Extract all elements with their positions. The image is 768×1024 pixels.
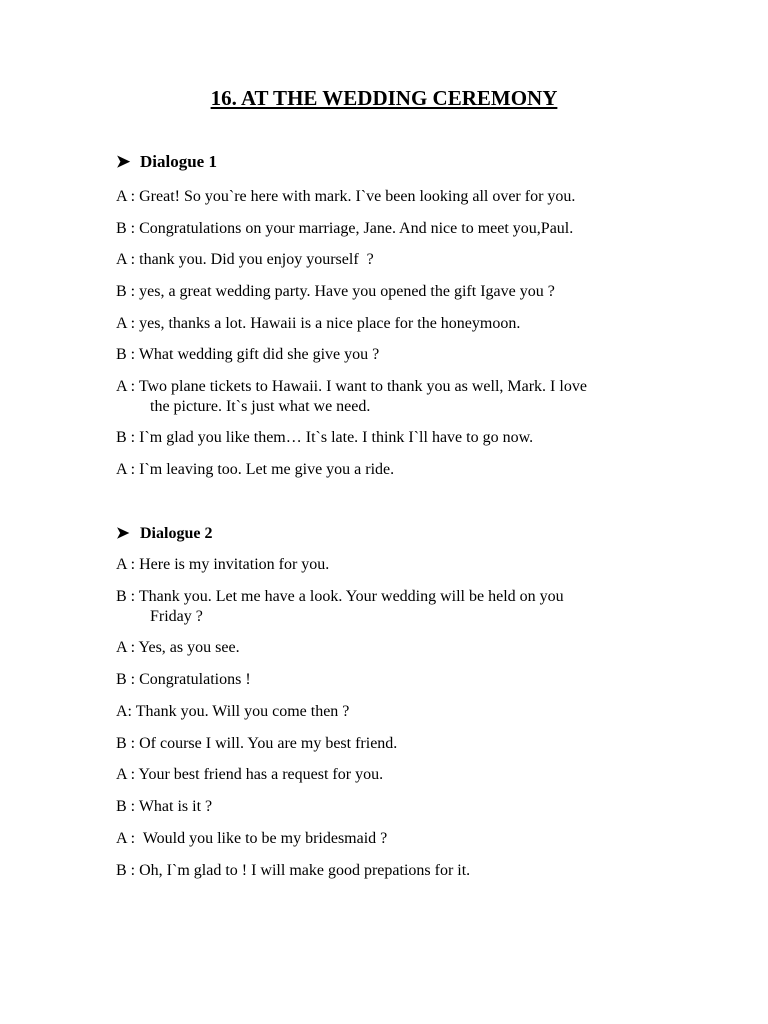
line-text: B : Congratulations !	[116, 671, 251, 688]
dialogue-line	[116, 829, 676, 849]
dialogue-line	[116, 250, 676, 270]
line-continuation: Friday ?	[150, 608, 203, 625]
dialogue-line	[116, 428, 676, 448]
dialogue-1-title: Dialogue 1	[140, 152, 217, 171]
line-text: B : What is it ?	[116, 798, 213, 815]
line-text: A: Thank you. Will you come then ?	[116, 703, 350, 720]
line-text: A : thank you. Did you enjoy yourself ?	[116, 251, 374, 268]
dialogue-line	[116, 670, 676, 690]
dialogue-line	[116, 702, 676, 722]
arrowhead-bullet-icon: ➤	[116, 152, 131, 171]
dialogue-line	[116, 861, 676, 881]
dialogue-line	[116, 734, 676, 754]
line-text: A : Would you like to be my bridesmaid ?	[116, 830, 388, 847]
dialogue-line	[116, 219, 676, 239]
line-text: B : Of course I will. You are my best friend.	[116, 735, 398, 752]
line-text: B : I`m glad you like them… It`s late. I think I`ll have to go now.	[116, 429, 534, 446]
line-text: A : Yes, as you see.	[116, 639, 240, 656]
dialogue-1-heading	[116, 152, 217, 172]
line-text: A : Two plane tickets to Hawaii. I want to thank you as well, Mark. I love	[116, 378, 587, 395]
line-text: A : I`m leaving too. Let me give you a ride.	[116, 461, 395, 478]
dialogue-line	[116, 797, 676, 817]
page-title: 16. AT THE WEDDING CEREMONY	[210, 86, 558, 110]
line-text: B : Congratulations on your marriage, Jane. And nice to meet you,Paul.	[116, 220, 574, 237]
dialogue-line	[116, 555, 676, 575]
dialogue-line	[116, 460, 676, 480]
dialogue-line	[116, 765, 676, 785]
dialogue-line	[116, 345, 676, 365]
dialogue-line	[116, 377, 676, 417]
line-text: A : Here is my invitation for you.	[116, 556, 330, 573]
line-continuation: the picture. It`s just what we need.	[150, 398, 371, 415]
line-text: B : Thank you. Let me have a look. Your wedding will be held on you	[116, 588, 564, 605]
dialogue-line	[116, 282, 676, 302]
dialogue-line	[116, 587, 676, 627]
line-text: B : What wedding gift did she give you ?	[116, 346, 380, 363]
dialogue-line	[116, 314, 676, 334]
line-text: A : Great! So you`re here with mark. I`ve been looking all over for you.	[116, 188, 576, 205]
dialogue-2-title: Dialogue 2	[140, 525, 213, 542]
line-text: B : yes, a great wedding party. Have you opened the gift Igave you ?	[116, 283, 555, 300]
dialogue-2-heading	[116, 523, 212, 543]
line-text: A : yes, thanks a lot. Hawaii is a nice place for the honeymoon.	[116, 315, 521, 332]
dialogue-line	[116, 187, 676, 207]
dialogue-line	[116, 638, 676, 658]
arrowhead-bullet-icon: ➤	[116, 525, 130, 542]
line-text: B : Oh, I`m glad to ! I will make good prepations for it.	[116, 862, 471, 879]
line-text: A : Your best friend has a request for you.	[116, 766, 384, 783]
